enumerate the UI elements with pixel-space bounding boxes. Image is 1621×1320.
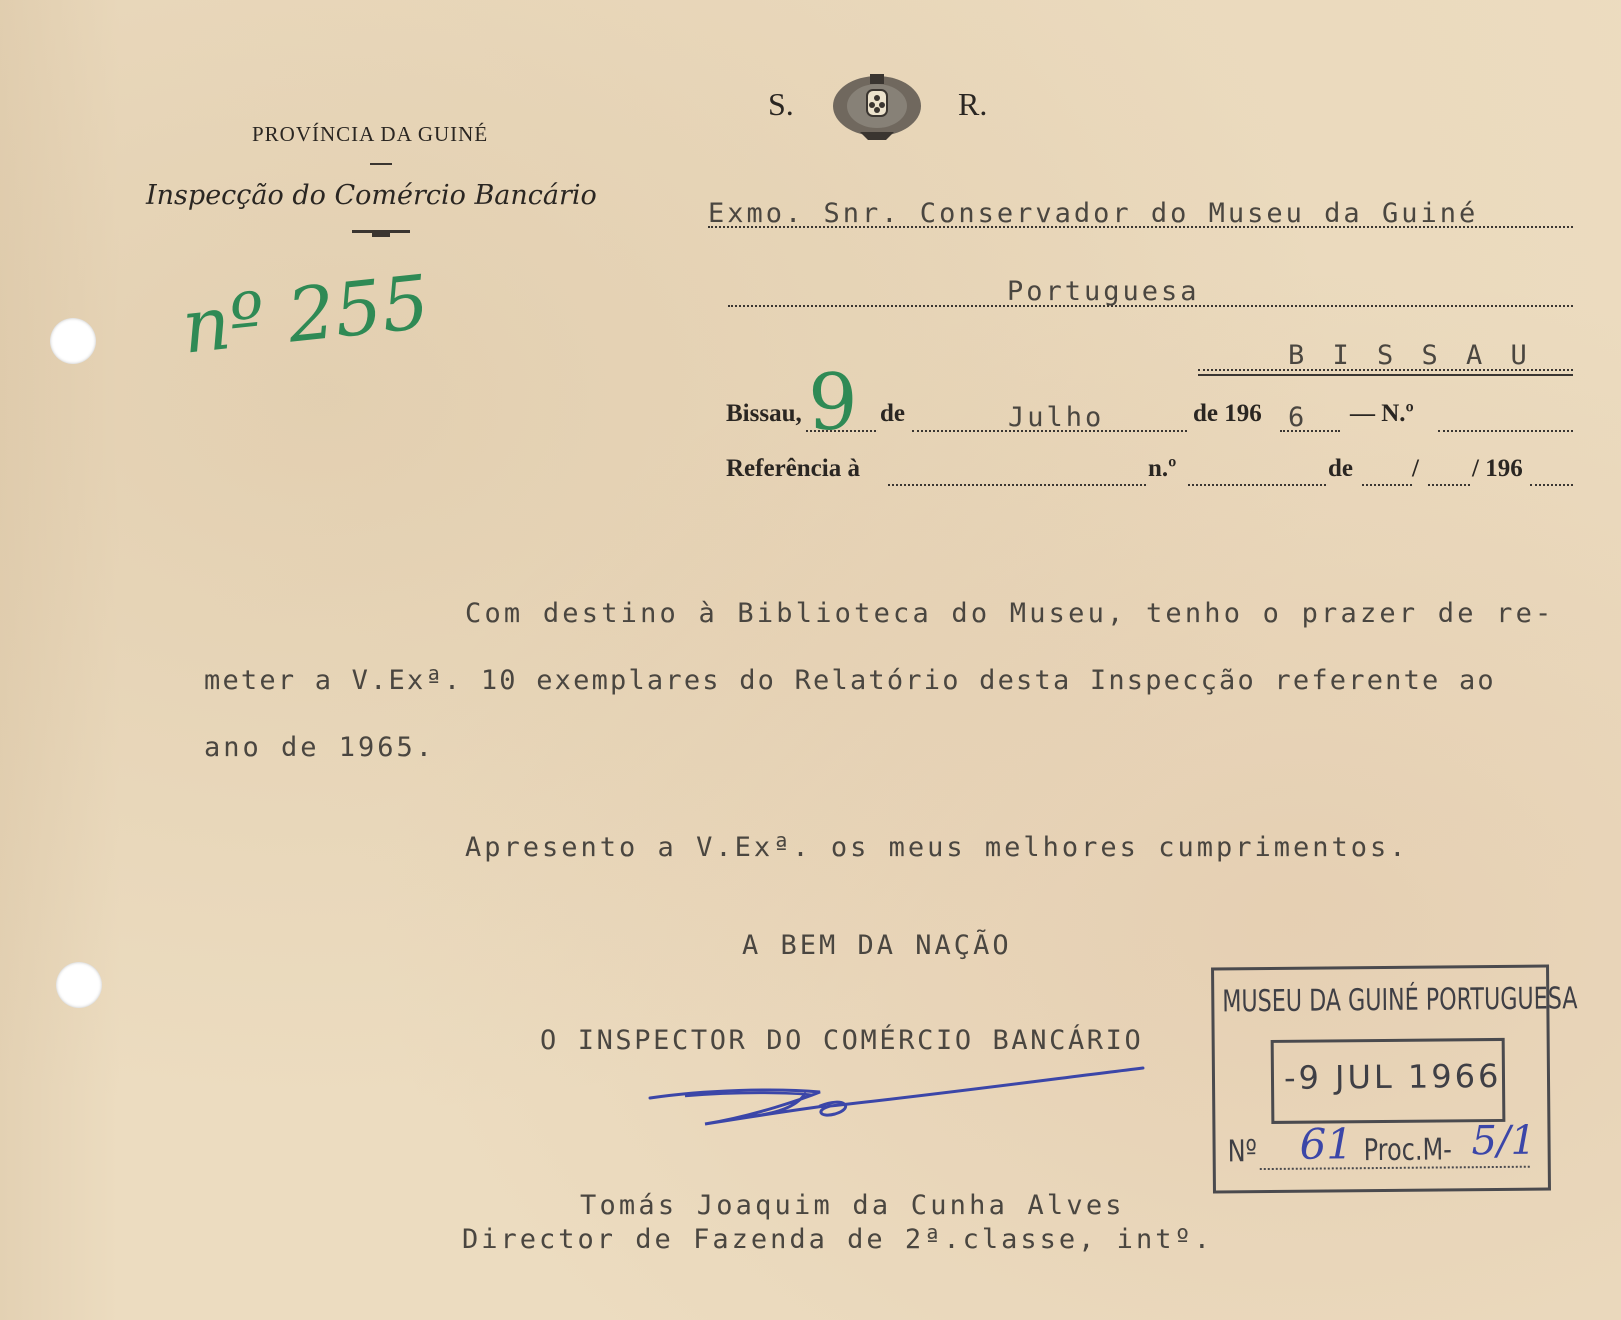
body-line-3: ano de 1965. bbox=[204, 732, 436, 763]
stamp-date-box bbox=[1271, 1038, 1506, 1124]
date-de: de bbox=[880, 400, 905, 427]
addressee-line1-dots bbox=[708, 226, 1573, 228]
addressee-line3: B I S S A U bbox=[1288, 340, 1533, 371]
body-motto: A BEM DA NAÇÃO bbox=[742, 930, 1012, 961]
reference-dots-3 bbox=[1362, 484, 1412, 486]
divider-short bbox=[370, 163, 392, 165]
reference-n-label: n.º bbox=[1148, 455, 1177, 482]
stamp-no-label: Nº bbox=[1227, 1134, 1258, 1170]
date-place-label: Bissau, bbox=[726, 400, 802, 427]
stamp-proc-label: Proc.M- bbox=[1363, 1132, 1453, 1169]
header-r: R. bbox=[958, 86, 988, 122]
date-year-digit: 6 bbox=[1288, 402, 1308, 433]
date-year-prefix: de 196 bbox=[1193, 400, 1262, 427]
signatory-position: Director de Fazenda de 2ª.classe, intº. bbox=[462, 1224, 1213, 1255]
handwritten-signature bbox=[645, 1058, 1155, 1128]
body-line-1: Com destino à Biblioteca do Museu, tenho o prazer de re- bbox=[465, 598, 1555, 629]
signatory-title: O INSPECTOR DO COMÉRCIO BANCÁRIO bbox=[540, 1025, 1144, 1056]
reference-dots-4 bbox=[1428, 484, 1470, 486]
reference-slash-2: / 196 bbox=[1472, 455, 1523, 482]
addressee-line3-dots bbox=[1198, 369, 1573, 371]
signatory-name: Tomás Joaquim da Cunha Alves bbox=[580, 1190, 1125, 1221]
punch-hole-bottom bbox=[56, 962, 102, 1008]
date-number-dots bbox=[1438, 430, 1573, 432]
stamp-date: -9 JUL 1966 bbox=[1283, 1056, 1502, 1097]
divider-mark bbox=[372, 233, 390, 237]
punch-hole-top bbox=[50, 318, 96, 364]
date-year-dots bbox=[1280, 430, 1340, 432]
body-greeting: Apresento a V.Exª. os meus melhores cumprimentos. bbox=[465, 832, 1409, 863]
body-line-2: meter a V.Exª. 10 exemplares do Relatório desta Inspecção referente ao bbox=[204, 665, 1496, 696]
reference-slash-1: / bbox=[1412, 455, 1419, 482]
date-month: Julho bbox=[1008, 402, 1105, 433]
department-heading: Inspecção do Comércio Bancário bbox=[146, 180, 597, 211]
stamp-title: MUSEU DA GUINÉ PORTUGUESA bbox=[1222, 981, 1578, 1020]
province-heading: PROVÍNCIA DA GUINÉ bbox=[252, 122, 489, 146]
addressee-line2-dots bbox=[728, 305, 1573, 307]
addressee-line2: Portuguesa bbox=[1007, 276, 1200, 307]
addressee-line1: Exmo. Snr. Conservador do Museu da Guiné bbox=[708, 198, 1479, 229]
date-number-label: — N.º bbox=[1350, 400, 1414, 427]
reference-label: Referência à bbox=[726, 455, 860, 482]
handwritten-number: nº 255 bbox=[178, 259, 434, 371]
stamp-no-value: 61 bbox=[1299, 1119, 1354, 1169]
reference-de-label: de bbox=[1328, 455, 1353, 482]
date-day: 9 bbox=[808, 358, 858, 448]
header-s: S. bbox=[768, 86, 794, 122]
stamp-proc-value: 5/1 bbox=[1471, 1117, 1537, 1165]
reference-dots-5 bbox=[1530, 484, 1573, 486]
coat-of-arms-emblem bbox=[830, 70, 925, 142]
addressee-underline bbox=[1198, 374, 1573, 376]
reference-dots-1 bbox=[888, 484, 1146, 486]
reference-dots-2 bbox=[1188, 484, 1326, 486]
museum-received-stamp bbox=[1211, 965, 1578, 1194]
